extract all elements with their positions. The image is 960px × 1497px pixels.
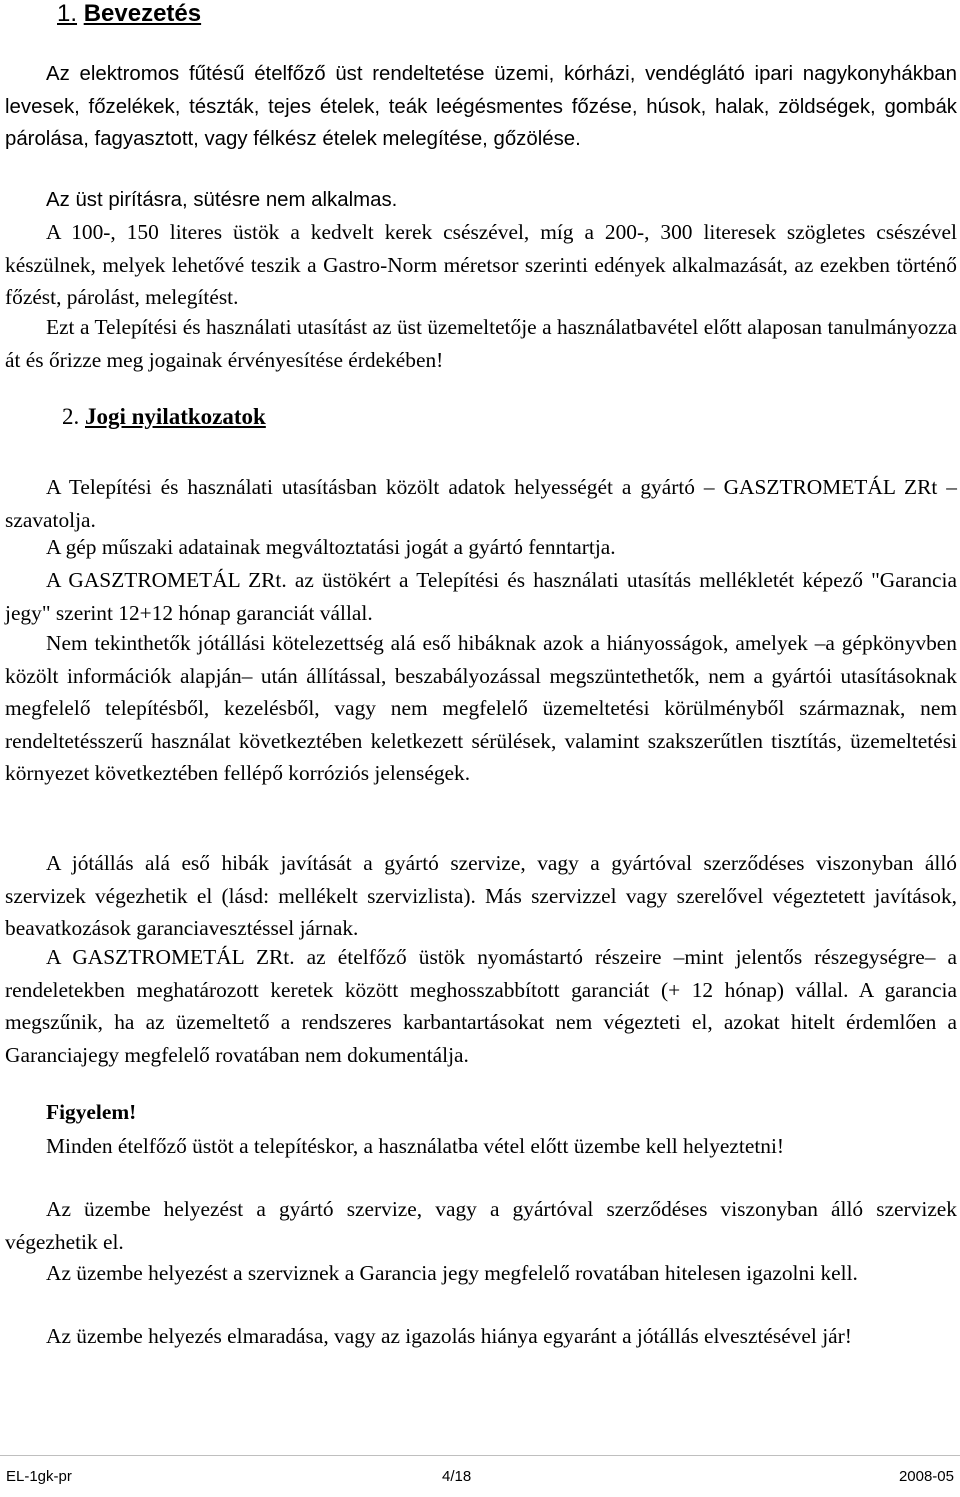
section-1-heading [57,0,201,28]
legal-paragraph-6: A GASZTROMETÁL ZRt. az ételfőző üstök nyomástartó részeire –mint jelentős részegységre– a rendeletekben meghatározott keretek között meghosszabbított garanciát (+ 12 hónap) vállal. A garancia megszűnik, ha az üzemeltető a rendszeres karbantartásokat nem végezteti el, azokat hitelt érdemlően a Garanciajegy megfelelő rovatában nem dokumentálja. [5,945,957,1067]
warning-paragraph-1: Minden ételfőző üstöt a telepítéskor, a használatba vétel előtt üzembe kell helyeztetni! [46,1134,785,1158]
footer-page-number: 4/18 [442,1468,472,1485]
intro-paragraph-2: Az üst pirításra, sütésre nem alkalmas. [46,189,398,211]
warning-label: Figyelem! [46,1100,137,1124]
intro-paragraph-1: Az elektromos fűtésű ételfőző üst rendeltetése üzemi, kórházi, vendéglátó ipari nagykonyhákban levesek, főzelékek, tészták, tejes ételek, teák leégésmentes főzése, húsok, halak, zöldségek, gombák párolása, fagyasztott, vagy félkész ételek melegítése, gőzölése. [5,63,957,150]
legal-paragraph-1: A Telepítési és használati utasításban közölt adatok helyességét a gyártó – GASZTROMETÁL ZRt – szavatolja. [5,475,957,532]
warning-paragraph-2: Az üzembe helyezést a gyártó szervize, vagy a gyártóval szerződéses viszonyban álló szervizek végezhetik el. [5,1197,957,1254]
legal-paragraph-3: A GASZTROMETÁL ZRt. az üstökért a Telepítési és használati utasítás mellékletét képező "Garancia jegy" szerint 12+12 hónap garanciát vállal. [5,568,957,625]
intro-paragraph-4: Ezt a Telepítési és használati utasítást az üst üzemeltetője a használatbavétel előtt alaposan tanulmányozza át és őrizze meg jogainak érvényesítése érdekében! [5,315,957,372]
section-2-heading [62,404,266,430]
warning-paragraph-4: Az üzembe helyezés elmaradása, vagy az igazolás hiánya egyaránt a jótállás elvesztésével jár! [46,1324,852,1348]
legal-paragraph-4: Nem tekinthetők jótállási kötelezettség alá eső hibáknak azok a hiányosságok, amelyek –a gépkönyvben közölt információk alapján– után állítással, beszabályozással megszüntethetők, nem a gyártói utasításoknak megfelelő telepítésből, kezelésből, vagy nem megfelelő üzemeltetési körülményből származnak, nem rendeltetésszerű használat következtében keletkezett sérülések, valamint szakszerűtlen tisztítás, üzemeltetési környezet következtében fellépő korróziós jelenségek. [5,631,957,785]
intro-paragraph-3: A 100-, 150 literes üstök a kedvelt kerek csészével, míg a 200-, 300 literesek szögletes csészével készülnek, melyek lehetővé teszik a Gastro-Norm méretsor szerinti edények alkalmazását, az ezekben történő főzést, párolást, melegítést. [5,220,957,309]
legal-paragraph-2: A gép műszaki adatainak megváltoztatási jogát a gyártó fenntartja. [46,535,616,559]
section-1-title: Bevezetés [83,0,202,27]
footer-doc-code: EL-1gk-pr [6,1468,72,1485]
warning-paragraph-3: Az üzembe helyezést a szerviznek a Garancia jegy megfelelő rovatában hitelesen igazolni kell. [46,1261,858,1285]
section-2-title: Jogi nyilatkozatok [85,404,266,429]
footer-divider [0,1455,960,1456]
section-1-number: 1. [57,0,78,27]
legal-paragraph-5: A jótállás alá eső hibák javítását a gyártó szervize, vagy a gyártóval szerződéses viszonyban álló szervizek végezhetik el (lásd: mellékelt szervizlista). Más szervizzel vagy szerelővel végeztetett javítások, beavatkozások garanciavesztéssel járnak. [5,851,957,940]
footer-date: 2008-05 [898,1468,954,1485]
section-2-number: 2. [62,404,80,429]
